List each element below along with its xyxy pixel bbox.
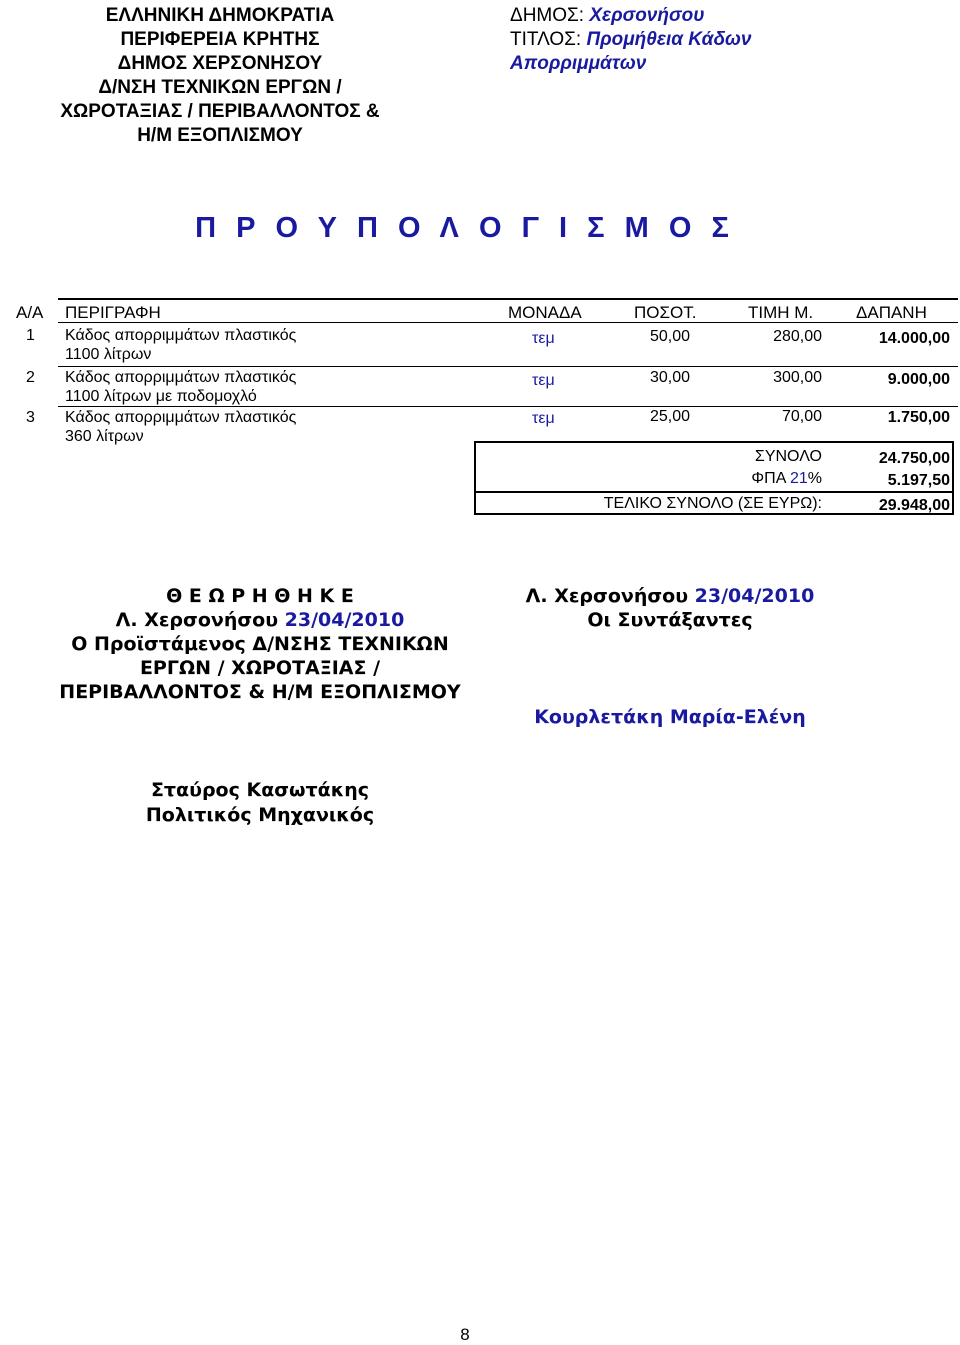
col-header-quantity: ΠΟΣΟΤ. <box>634 303 697 322</box>
drafters-signature-block <box>500 584 840 632</box>
authority-line: Η/Μ ΕΞΟΠΛΙΣΜΟΥ <box>137 125 303 146</box>
row-unit-price: 70,00 <box>781 408 822 425</box>
authority-header <box>60 4 380 148</box>
row-number: 3 <box>26 409 35 426</box>
col-header-cost: ΔΑΠΑΝΗ <box>856 303 927 322</box>
col-header-aa: Α/Α <box>16 303 44 322</box>
approved-place-date <box>40 608 480 632</box>
approved-heading: Θ Ε Ω Ρ Η Θ Η Κ Ε <box>166 585 354 607</box>
row-cost: 14.000,00 <box>878 330 950 347</box>
authority-line: ΔΗΜΟΣ ΧΕΡΣΟΝΗΣΟΥ <box>117 53 323 74</box>
authority-line: ΕΛΛΗΝΙΚΗ ΔΗΜΟΚΡΑΤΙΑ <box>105 5 335 26</box>
table-row <box>0 326 960 366</box>
authority-line: ΠΕΡΙΦΕΡΕΙΑ ΚΡΗΤΗΣ <box>120 29 320 50</box>
row-rule <box>58 366 958 367</box>
project-header <box>510 4 751 76</box>
row-number: 2 <box>26 369 35 386</box>
budget-title: Π Ρ Ο Υ Π Ο Λ Ο Γ Ι Σ Μ Ο Σ <box>195 212 735 244</box>
row-description-detail: 360 λίτρων <box>65 428 144 445</box>
final-total-value: 29.948,00 <box>878 497 950 514</box>
title-value: Προμήθεια Κάδων <box>586 29 752 50</box>
row-unit: τεμ <box>532 410 555 427</box>
municipality-value: Χερσονήσου <box>589 5 705 26</box>
row-quantity: 50,00 <box>649 328 690 345</box>
col-header-description: ΠΕΡΙΓΡΑΦΗ <box>65 303 161 322</box>
municipality-label: ΔΗΜΟΣ: <box>510 5 585 26</box>
approver-role-continued: ΠΕΡΙΒΑΛΛΟΝΤΟΣ & Η/Μ ΕΞΟΠΛΙΣΜΟΥ <box>59 681 461 703</box>
row-unit-price: 280,00 <box>773 328 822 345</box>
vat-label: ΦΠΑ <box>751 470 786 487</box>
vat-rate: 21 <box>789 470 808 487</box>
row-quantity: 30,00 <box>649 369 690 386</box>
total-label: ΣΥΝΟΛΟ <box>754 448 822 465</box>
row-description: Κάδος απορριμμάτων πλαστικός <box>65 369 297 386</box>
row-description-detail: 1100 λίτρων <box>65 346 152 363</box>
drafters-date: 23/04/2010 <box>694 585 815 607</box>
table-row <box>0 368 960 408</box>
row-description-detail: 1100 λίτρων με ποδομοχλό <box>65 388 257 405</box>
drafters-place-date <box>500 584 840 608</box>
title-line <box>510 28 751 52</box>
authority-line: ΧΩΡΟΤΑΞΙΑΣ / ΠΕΡΙΒΑΛΛΟΝΤΟΣ & <box>60 101 380 122</box>
row-description: Κάδος απορριμμάτων πλαστικός <box>65 327 297 344</box>
approver-role: Ο Προϊστάμενος Δ/ΝΣΗΣ ΤΕΧΝΙΚΩΝ <box>71 633 449 655</box>
drafters-heading: Οι Συντάξαντες <box>587 609 753 631</box>
header-bottom-rule <box>58 322 958 323</box>
table-top-rule <box>58 298 958 300</box>
approver-position: Πολιτικός Μηχανικός <box>145 804 375 826</box>
col-header-unit: ΜΟΝΑΔΑ <box>508 303 582 322</box>
approval-signature-block <box>40 584 480 704</box>
row-number: 1 <box>26 327 35 344</box>
row-cost: 9.000,00 <box>887 371 950 388</box>
row-unit: τεμ <box>532 372 555 389</box>
drafters-place: Λ. Χερσονήσου <box>525 585 689 607</box>
vat-percent-sign: % <box>807 470 822 487</box>
row-cost: 1.750,00 <box>887 409 950 426</box>
approver-signature <box>80 778 440 828</box>
approver-name: Σταύρος Κασωτάκης <box>150 779 370 801</box>
vat-value: 5.197,50 <box>887 472 950 489</box>
municipality-line <box>510 4 751 28</box>
col-header-unit-price: ΤΙΜΗ Μ. <box>748 303 814 322</box>
row-rule <box>58 406 958 407</box>
title-value-continued: Απορριμμάτων <box>510 53 647 74</box>
title-label: ΤΙΤΛΟΣ: <box>510 29 582 50</box>
page-number: 8 <box>460 1325 470 1344</box>
authority-line: Δ/ΝΣΗ ΤΕΧΝΙΚΩΝ ΕΡΓΩΝ / <box>98 77 342 98</box>
approved-date: 23/04/2010 <box>284 609 405 631</box>
row-unit-price: 300,00 <box>773 369 822 386</box>
drafter-name: Κουρλετάκη Μαρία-Ελένη <box>534 706 806 728</box>
final-total-label: ΤΕΛΙΚΟ ΣΥΝΟΛΟ (ΣΕ ΕΥΡΩ): <box>603 495 822 512</box>
total-value: 24.750,00 <box>878 450 950 467</box>
approved-place: Λ. Χερσονήσου <box>115 609 279 631</box>
approver-role-continued: ΕΡΓΩΝ / ΧΩΡΟΤΑΞΙΑΣ / <box>139 657 381 679</box>
totals-box-divider <box>474 491 954 493</box>
row-description: Κάδος απορριμμάτων πλαστικός <box>65 409 297 426</box>
row-unit: τεμ <box>532 330 555 347</box>
vat-line <box>600 470 822 488</box>
row-quantity: 25,00 <box>649 408 690 425</box>
